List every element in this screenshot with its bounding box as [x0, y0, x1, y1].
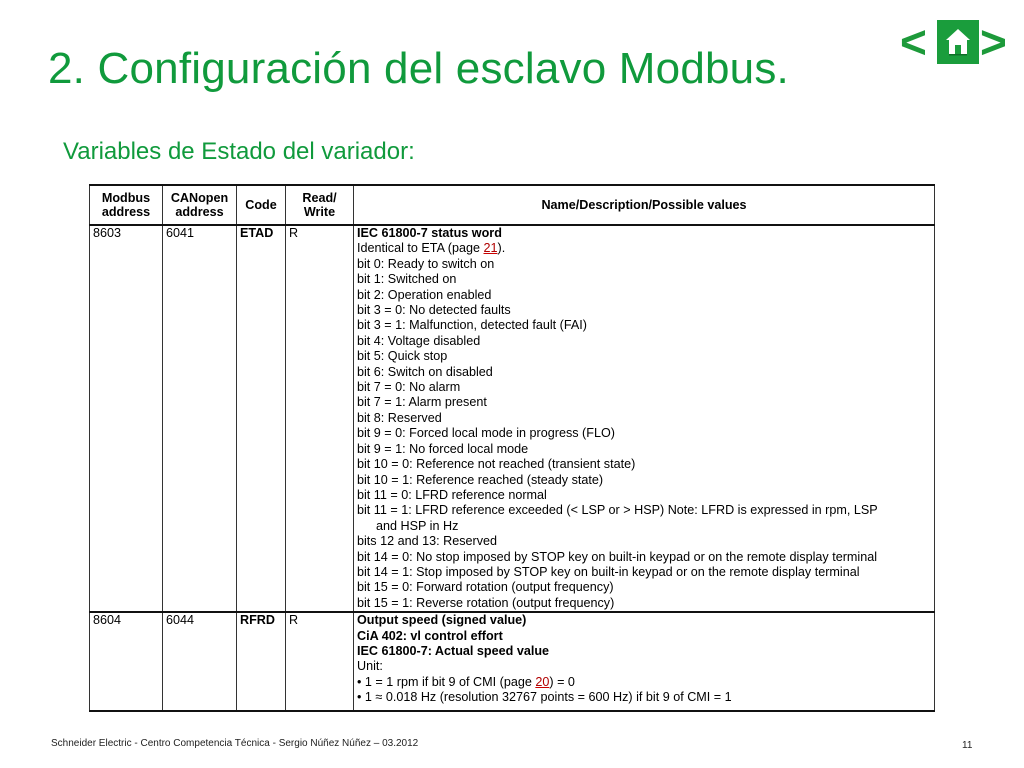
description-line: bit 2: Operation enabled: [357, 287, 492, 302]
description-line: bit 15 = 0: Forward rotation (output frequency): [357, 580, 614, 595]
description-line: bit 3 = 1: Malfunction, detected fault (FAI): [357, 318, 587, 333]
home-button[interactable]: [937, 20, 979, 64]
description-line: bit 10 = 1: Reference reached (steady state): [357, 472, 604, 487]
variable-name: IEC 61800-7: Actual speed value: [357, 643, 550, 658]
bullet-line: • 1 ≈ 0.018 Hz (resolution 32767 points = 600 Hz) if bit 9 of CMI = 1: [357, 690, 732, 705]
description-line: bit 11 = 0: LFRD reference normal: [357, 487, 547, 502]
variable-name: IEC 61800-7 status word: [357, 226, 502, 240]
table-row: [90, 225, 935, 612]
description-line: bit 4: Voltage disabled: [357, 333, 481, 348]
description-line: bit 3 = 0: No detected faults: [357, 303, 511, 318]
next-slide-button[interactable]: >: [980, 16, 1007, 68]
description-line: bit 7 = 0: No alarm: [357, 380, 461, 395]
header-canopen-address: CANopen address: [163, 185, 237, 225]
slide-navigation: [898, 16, 1008, 68]
code-cell: ETAD: [237, 225, 286, 612]
read-write-cell: R: [286, 612, 354, 710]
description-line: bit 14 = 0: No stop imposed by STOP key on built-in keypad or on the remote display terminal: [357, 549, 878, 564]
description-line: bit 9 = 1: No forced local mode: [357, 441, 529, 456]
page-number: 11: [962, 740, 973, 751]
modbus-address-cell: 8603: [90, 225, 163, 612]
description-line: bit 0: Ready to switch on: [357, 256, 495, 271]
description-line: bit 1: Switched on: [357, 272, 457, 287]
page-link[interactable]: 20: [535, 674, 550, 689]
slide-title: 2. Configuración del esclavo Modbus.: [48, 44, 789, 93]
modbus-address-cell: 8604: [90, 612, 163, 710]
description-line: and HSP in Hz: [376, 518, 459, 533]
ref-text: Identical to ETA (page: [357, 241, 484, 256]
description-line: bit 5: Quick stop: [357, 349, 448, 364]
description-line: bit 10 = 0: Reference not reached (transient state): [357, 457, 636, 472]
previous-slide-button[interactable]: <: [900, 16, 927, 68]
variable-name: Output speed (signed value): [357, 613, 527, 628]
slide-subtitle: Variables de Estado del variador:: [63, 138, 415, 165]
bullet-text-end: ) = 0: [549, 674, 575, 689]
description-cell: [354, 225, 935, 612]
bullet-text: • 1 = 1 rpm if bit 9 of CMI (page: [357, 674, 536, 689]
description-cell: [354, 612, 935, 710]
description-line: bits 12 and 13: Reserved: [357, 534, 498, 549]
ref-text-end: ).: [497, 241, 506, 256]
header-modbus-address: Modbus address: [90, 185, 163, 225]
description-line: bit 11 = 1: LFRD reference exceeded (< LSP or > HSP) Note: LFRD is expressed in rpm, LSP: [357, 503, 878, 518]
header-read-write: Read/ Write: [286, 185, 354, 225]
bullet-line: [357, 675, 931, 690]
canopen-address-cell: 6041: [163, 225, 237, 612]
footer-text: Schneider Electric - Centro Competencia Técnica - Sergio Núñez Núñez – 03.2012: [51, 738, 419, 749]
description-line: bit 15 = 1: Reverse rotation (output frequency): [357, 595, 615, 610]
table-row: [90, 612, 935, 710]
description-line: bit 9 = 0: Forced local mode in progress (FLO): [357, 426, 615, 441]
variable-name: CiA 402: vl control effort: [357, 628, 503, 643]
description-line: bit 14 = 1: Stop imposed by STOP key on built-in keypad or on the remote display terminal: [357, 564, 860, 579]
read-write-cell: R: [286, 225, 354, 612]
description-line: [357, 241, 931, 256]
code-cell: RFRD: [237, 612, 286, 710]
table-header-row: [90, 185, 935, 225]
description-line: bit 8: Reserved: [357, 410, 442, 425]
canopen-address-cell: 6044: [163, 612, 237, 710]
description-line: bit 7 = 1: Alarm present: [357, 395, 487, 410]
home-icon: [937, 20, 979, 64]
header-description: Name/Description/Possible values: [354, 185, 935, 225]
description-line: Unit:: [357, 659, 383, 674]
header-code: Code: [237, 185, 286, 225]
page-link[interactable]: 21: [483, 241, 498, 256]
status-variables-table: [89, 184, 935, 712]
description-line: bit 6: Switch on disabled: [357, 364, 493, 379]
